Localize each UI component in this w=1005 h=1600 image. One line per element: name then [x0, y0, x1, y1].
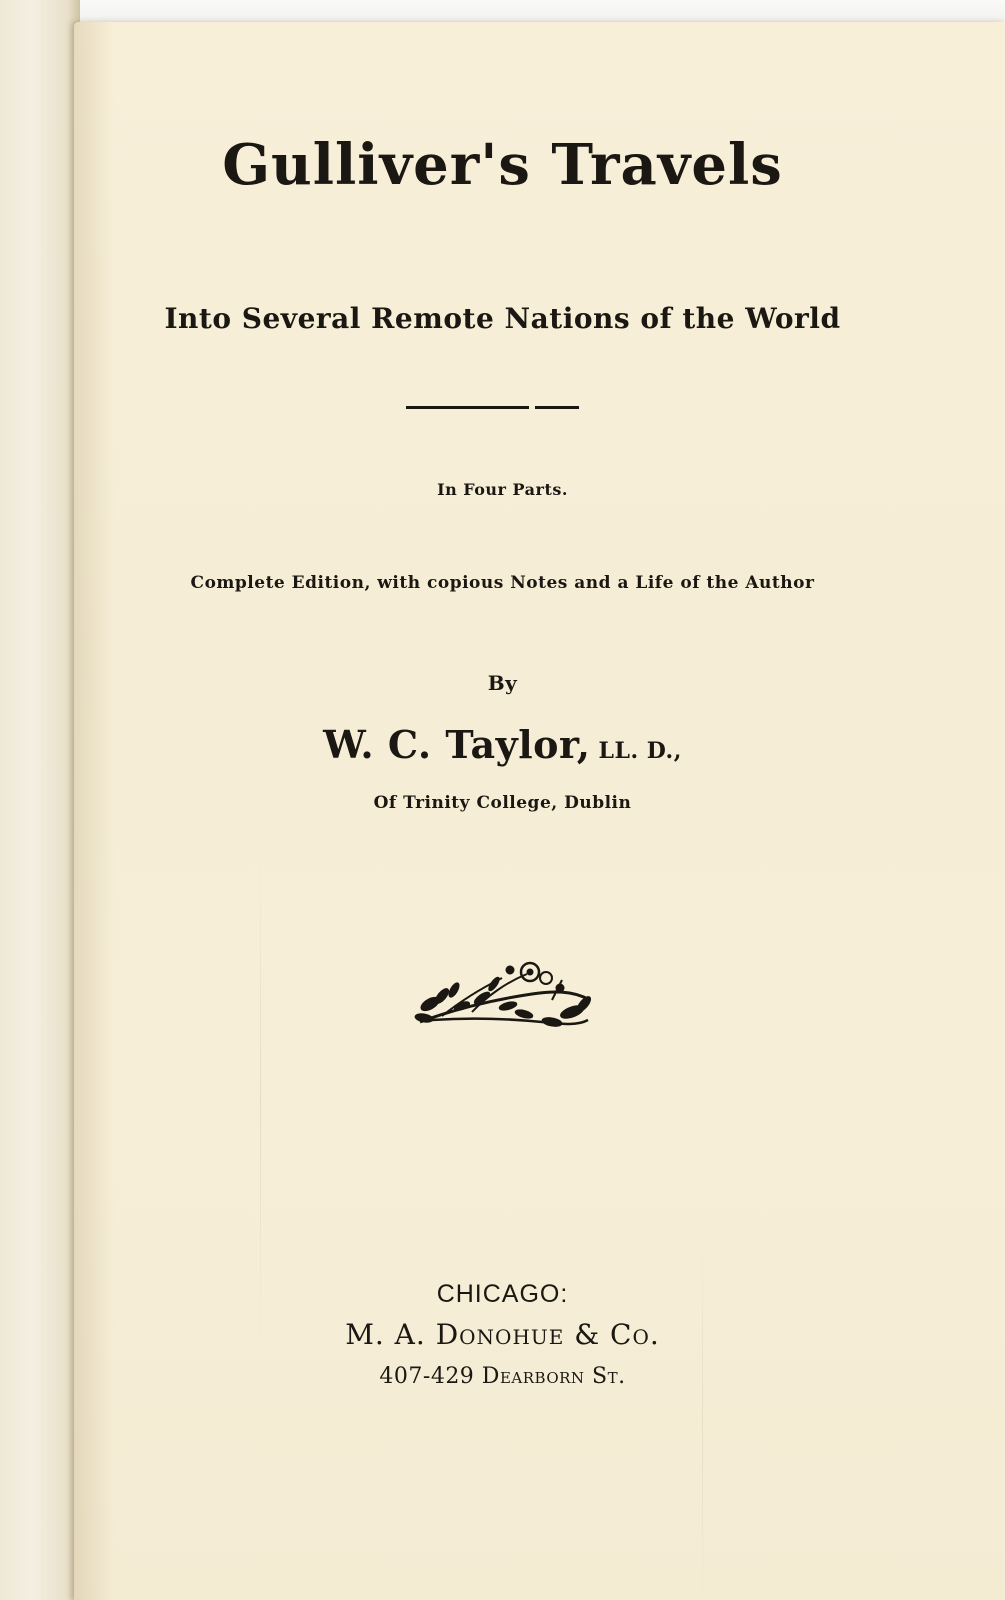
floral-sprig-icon: [412, 960, 596, 1040]
edition-line: Complete Edition, with copious Notes and a Life of the Author: [190, 573, 815, 593]
parts-line: In Four Parts.: [437, 480, 568, 499]
paper-crease: [702, 1222, 703, 1600]
publisher-address: 407-429 Dearborn St.: [379, 1364, 626, 1389]
author-degree: LL. D.,: [598, 738, 682, 764]
title-divider: [406, 406, 579, 409]
publisher-city: CHICAGO:: [436, 1280, 569, 1308]
publisher-name: M. A. Donohue & Co.: [345, 1318, 660, 1351]
by-line: By: [487, 671, 518, 695]
background-strip: [80, 0, 1005, 24]
author-line: [0, 722, 1005, 767]
book-subtitle: Into Several Remote Nations of the World: [164, 302, 841, 335]
author-affiliation: Of Trinity College, Dublin: [373, 793, 632, 813]
author-name: W. C. Taylor,: [323, 722, 591, 767]
book-title: Gulliver's Travels: [222, 132, 783, 198]
